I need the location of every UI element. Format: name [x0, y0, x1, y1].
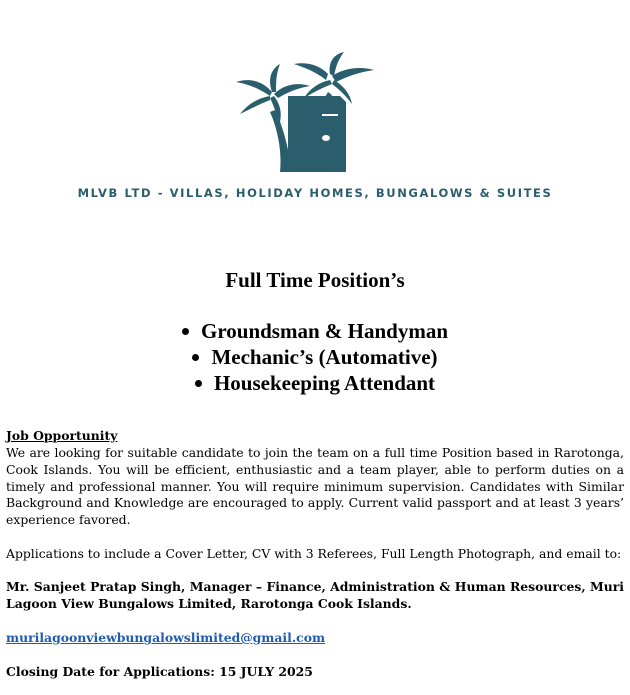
- bullet-icon: [182, 328, 189, 335]
- list-item: [0, 318, 630, 344]
- closing-date: Closing Date for Applications: 15 JULY 2025: [6, 664, 313, 679]
- position-label: Housekeeping Attendant: [213, 371, 436, 395]
- job-description: We are looking for suitable candidate to join the team on a full time Position based in Rarotonga, Cook Islands. You will be efficient, enthusiastic and a team player, able to perform duties on a timely and professional manner. You will require minimum supervision. Candidates with Similar Background and Knowledge are encouraged to apply. Current valid passport and at least 3 years’ experience favored.: [6, 445, 624, 528]
- position-label: Groundsman & Handyman: [200, 319, 449, 343]
- job-heading: Job Opportunity: [6, 428, 118, 443]
- bullet-icon: [192, 354, 199, 361]
- application-instructions: Applications to include a Cover Letter, CV with 3 Referees, Full Length Photograph, and email to:: [6, 546, 622, 561]
- company-logo-palm-door-icon: [228, 52, 384, 180]
- page-title: Full Time Position’s: [225, 268, 405, 292]
- position-label: Mechanic’s (Automative): [211, 345, 438, 369]
- email-link[interactable]: murilagoonviewbungalowslimited@gmail.com: [6, 630, 326, 645]
- list-item: [0, 370, 630, 396]
- positions-list: [0, 318, 630, 396]
- company-name: MLVB LTD - VILLAS, HOLIDAY HOMES, BUNGALOWS & SUITES: [77, 186, 553, 200]
- list-item: [0, 344, 630, 370]
- contact-details: Mr. Sanjeet Pratap Singh, Manager – Finance, Administration & Human Resources, Muri Lagoon View Bungalows Limited, Rarotonga Cook Islands.: [6, 579, 624, 611]
- bullet-icon: [195, 380, 202, 387]
